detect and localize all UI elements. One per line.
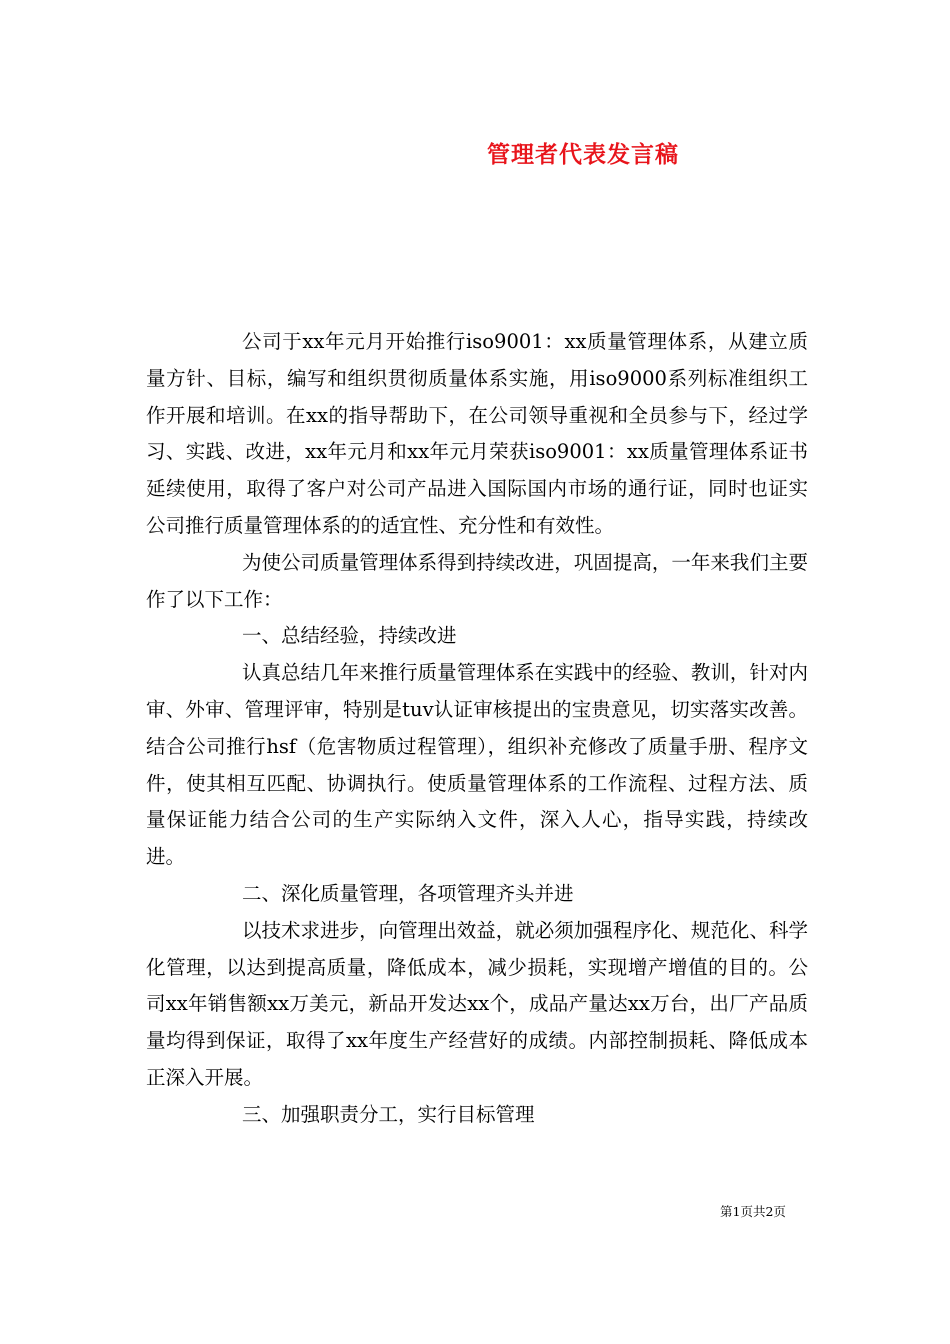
- page-title: 管理者代表发言稿: [487, 141, 679, 168]
- paragraph-summary: 为使公司质量管理体系得到持续改进，巩固提高，一年来我们主要作了以下工作：: [146, 550, 808, 611]
- page-number: 第1页共2页: [720, 1204, 786, 1219]
- paragraph-section-1: 认真总结几年来推行质量管理体系在实践中的经验、教训，针对内审、外审、管理评审，特别是tuv认证审核提出的宝贵意见，切实落实改善。结合公司推行hsf（危害物质过程管理），组织补充修改了质量手册、程序文件，使其相互匹配、协调执行。使质量管理体系的工作流程、过程方法、质量保证能力结合公司的生产实际纳入文件，深入人心，指导实践，持续改进。: [146, 661, 808, 869]
- paragraph-section-2: 以技术求进步，向管理出效益，就必须加强程序化、规范化、科学化管理，以达到提高质量，降低成本，减少损耗，实现增产增值的目的。公司xx年销售额xx万美元，新品开发达xx个，成品产量达xx万台，出厂产品质量均得到保证，取得了xx年度生产经营好的成绩。内部控制损耗、降低成本正深入开展。: [146, 918, 808, 1089]
- section-heading-1: 一、总结经验，持续改进: [242, 624, 457, 648]
- section-heading-2: 二、深化质量管理，各项管理齐头并进: [242, 881, 574, 905]
- section-heading-3: 三、加强职责分工，实行目标管理: [242, 1102, 535, 1126]
- paragraph-intro: 公司于xx年元月开始推行iso9001：xx质量管理体系，从建立质量方针、目标，编写和组织贯彻质量体系实施，用iso9000系列标准组织工作开展和培训。在xx的指导帮助下，在公司领导重视和全员参与下，经过学习、实践、改进，xx年元月和xx年元月荣获iso9001：xx质量管理体系证书延续使用，取得了客户对公司产品进入国际国内市场的通行证，同时也证实公司推行质量管理体系的的适宜性、充分性和有效性。: [146, 330, 808, 537]
- document-body: [146, 324, 808, 1134]
